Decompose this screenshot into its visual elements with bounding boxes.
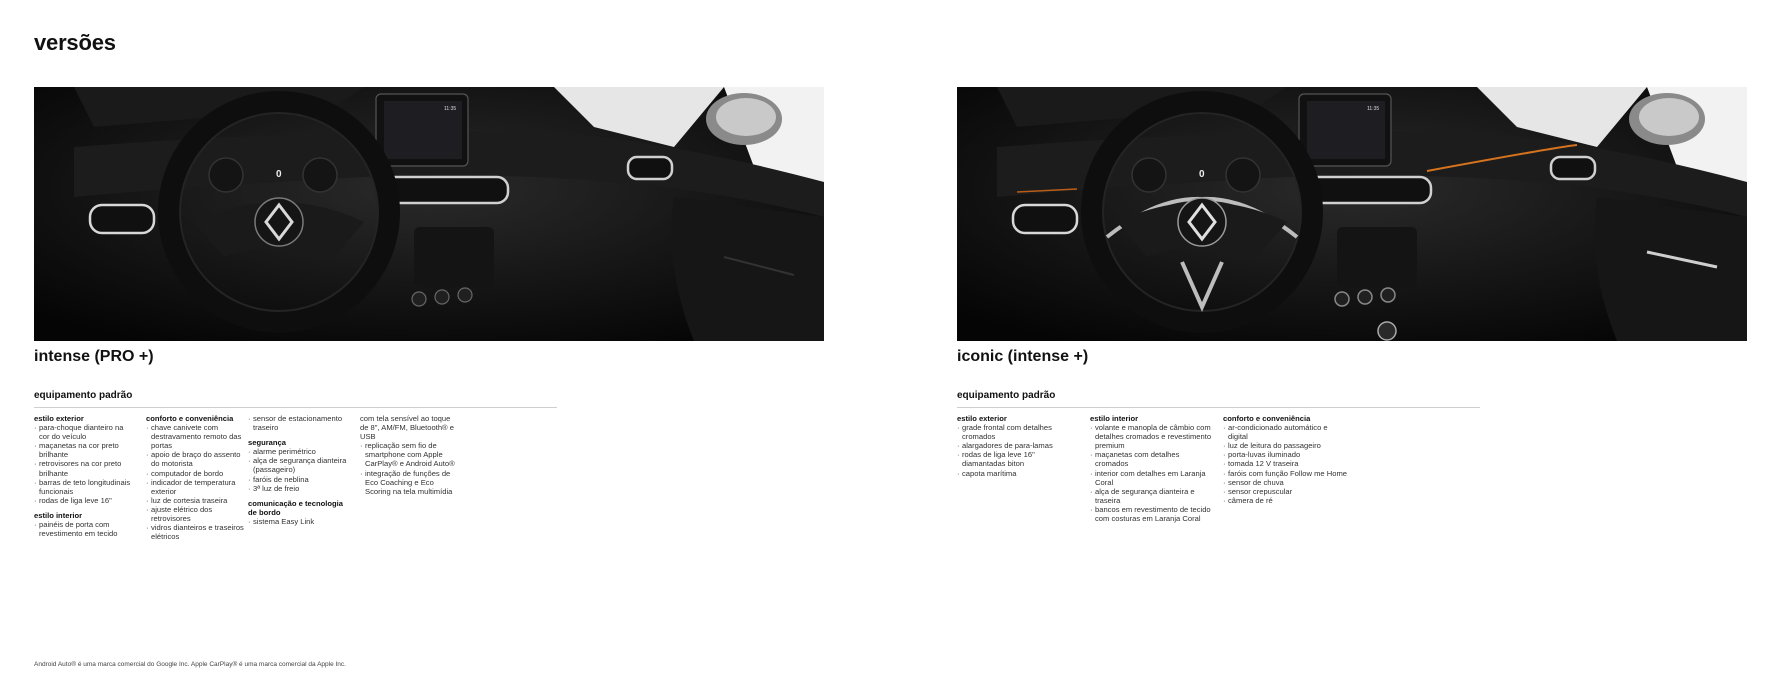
interior-photo [34,87,824,341]
list-item: · integração de funções de Eco Coaching e Eco Scoring na tela multimídia [360,469,458,496]
list-item: · sensor de estacionamento traseiro [248,414,348,432]
list-item: · porta-luvas iluminado [1223,450,1347,459]
list-item: · computador de bordo [146,469,244,478]
list-item: · câmera de ré [1223,496,1347,505]
list-item: · volante e manopla de câmbio com detalhes cromados e revestimento premium [1090,423,1212,450]
list-item: · painéis de porta com revestimento em tecido [34,520,136,538]
list-item: · sistema Easy Link [248,517,348,526]
footnote: Android Auto® é uma marca comercial do Google Inc. Apple CarPlay® é uma marca comercial da Apple Inc. [34,661,346,668]
equipment-column [360,414,458,496]
list-item: · indicador de temperatura exterior [146,478,244,496]
list-item: · alargadores de para-lamas [957,441,1079,450]
car-interior-illustration [957,87,1747,341]
list-item: · tomada 12 V traseira [1223,459,1347,468]
speed-readout: 0 [276,169,282,180]
equipment-column [146,414,244,541]
list-item: · capota marítima [957,469,1079,478]
list-item: · ar-condicionado automático e digital [1223,423,1347,441]
version-intense [34,87,824,574]
col-heading: estilo interior [1090,414,1139,423]
list-item: · bancos em revestimento de tecido com costuras em Laranja Coral [1090,505,1212,523]
screen-time: 11:35 [444,106,457,112]
list-item: · interior com detalhes em Laranja Coral [1090,469,1212,487]
list-item: · grade frontal com detalhes cromados [957,423,1079,441]
list-item: · maçanetas com detalhes cromados [1090,450,1212,468]
list-item: · barras de teto longitudinais funcionais [34,478,136,496]
list-item: · rodas de liga leve 16" diamantadas biton [957,450,1079,468]
list-item: · apoio de braço do assento do motorista [146,450,244,468]
version-title: iconic (intense +) [957,348,1089,365]
equipment-columns [957,414,1747,574]
equipment-column [1090,414,1212,523]
equipment-column [248,414,348,526]
interior-photo [957,87,1747,341]
col-heading: estilo exterior [957,414,1007,423]
version-title: intense (PRO +) [34,348,154,365]
list-item-continued: com tela sensível ao toque de 8", AM/FM, Bluetooth® e USB [360,414,454,442]
list-item: · 3ª luz de freio [248,484,348,493]
col-heading: comunicação e tecnologia de bordo [248,498,343,517]
equipment-column [957,414,1079,478]
col-heading: conforto e conveniência [146,414,234,423]
page-title: versões [34,30,116,55]
speed-readout: 0 [1199,169,1205,180]
col-heading: estilo interior [34,510,83,520]
list-item: · retrovisores na cor preto brilhante [34,459,136,477]
list-item: · replicação sem fio de smartphone com Apple CarPlay® e Android Auto® [360,441,458,468]
list-item: · alarme perimétrico [248,447,348,456]
list-item: · rodas de liga leve 16" [34,496,136,505]
list-item: · alça de segurança dianteira (passageiro) [248,456,348,474]
section-title-equipment: equipamento padrão [34,390,557,408]
list-item: · luz de leitura do passageiro [1223,441,1347,450]
list-item: · alça de segurança dianteira e traseira [1090,487,1212,505]
list-item: · chave canivete com destravamento remoto das portas [146,423,244,450]
version-iconic [957,87,1747,574]
car-interior-illustration [34,87,824,341]
list-item: · sensor crepuscular [1223,487,1347,496]
equipment-column [34,414,136,538]
screen-time: 11:35 [1367,106,1380,112]
equipment-columns [34,414,824,574]
list-item: · maçanetas na cor preto brilhante [34,441,136,459]
section-title-equipment: equipamento padrão [957,390,1480,408]
list-item: · faróis com função Follow me Home [1223,469,1347,478]
list-item: · luz de cortesia traseira [146,496,244,505]
col-heading: conforto e conveniência [1223,414,1311,423]
list-item: · vidros dianteiros e traseiros elétricos [146,523,244,541]
list-item: · ajuste elétrico dos retrovisores [146,505,244,523]
list-item: · para-choque dianteiro na cor do veículo [34,423,136,441]
list-item: · faróis de neblina [248,475,348,484]
col-heading: segurança [248,438,286,448]
col-heading: estilo exterior [34,414,84,423]
equipment-column [1223,414,1347,505]
list-item: · sensor de chuva [1223,478,1347,487]
